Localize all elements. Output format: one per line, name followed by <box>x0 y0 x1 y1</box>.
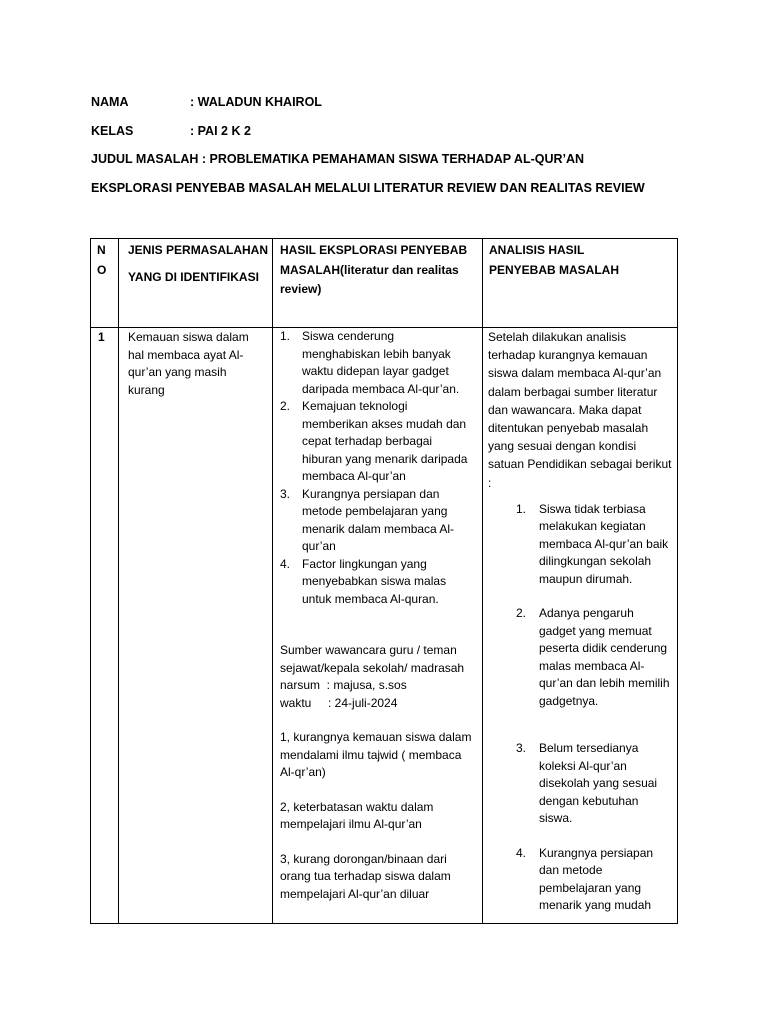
analisis-list <box>488 501 673 915</box>
hasil-eksplorasi <box>280 328 473 903</box>
nama-value: : WALADUN KHAIROL <box>190 95 322 109</box>
column-divider <box>482 239 483 923</box>
list-item: 4. Factor lingkungan yang menyebabkan siswa malas untuk membaca Al-quran. <box>280 556 447 606</box>
waktu: waktu : 24-juli-2024 <box>280 695 398 710</box>
list-item: 2. Kemajuan teknologi memberikan akses mudah dan cepat terhadap berbagai hiburan yang menarik daripada membaca Al-qur’an <box>280 399 468 483</box>
eksplorasi-title: EKSPLORASI PENYEBAB MASALAH MELALUI LITERATUR REVIEW DAN REALITAS REVIEW <box>91 181 645 195</box>
poin-1: 1, kurangnya kemauan siswa dalam mendalami ilmu tajwid ( membaca Al-qr’an) <box>280 730 472 779</box>
list-item: 3. Kurangnya persiapan dan metode pembelajaran yang menarik dalam membaca Al-qur’an <box>280 486 455 553</box>
header-analisis: ANALISIS HASIL PENYEBAB MASALAH <box>489 243 620 277</box>
list-item: 1. Siswa tidak terbiasa melakukan kegiatan membaca Al-qur’an baik dilingkungan sekolah maupun dirumah. <box>516 501 669 586</box>
narsum: narsum : majusa, s.sos <box>280 678 407 692</box>
list-item: 1. Siswa cenderung menghabiskan lebih banyak waktu didepan layar gadget daripada membaca Al-qur’an. <box>280 329 460 396</box>
kelas-label: KELAS <box>91 124 134 138</box>
header-no <box>97 241 115 280</box>
kelas-line <box>91 123 251 139</box>
column-divider <box>118 239 119 923</box>
analysis-table <box>90 238 678 924</box>
header-jenis-line-1: JENIS PERMASALAHAN <box>128 243 269 257</box>
judul-masalah: JUDUL MASALAH : PROBLEMATIKA PEMAHAMAN SISWA TERHADAP AL-QUR’AN <box>91 152 585 166</box>
sumber-wawancara: Sumber wawancara guru / teman sejawat/kepala sekolah/ madrasah <box>280 643 465 675</box>
header-jenis-line-2: YANG DI IDENTIFIKASI <box>128 269 259 284</box>
header-jenis <box>128 241 270 287</box>
row-number: 1 <box>98 330 105 344</box>
analisis-intro: Setelah dilakukan analisis terhadap kurangnya kemauan siswa dalam membaca Al-qur’an dalam berbagai sumber literatur dan wawancara. Maka dapat ditentukan penyebab masalah yang sesuai dengan kondisi satuan Pendidikan sebagai berikut : <box>488 330 672 490</box>
list-item: 3. Belum tersedianya koleksi Al-qur’an disekolah yang sesuai dengan kebutuhan siswa. <box>516 741 658 826</box>
header-hasil: HASIL EKSPLORASI PENYEBAB MASALAH(literatur dan realitas review) <box>280 243 468 296</box>
poin-2: 2, keterbatasan waktu dalam mempelajari ilmu Al-qur’an <box>280 799 434 831</box>
kelas-value: : PAI 2 K 2 <box>190 124 251 138</box>
poin-3: 3, kurang dorongan/binaan dari orang tua terhadap siswa dalam mempelajari Al-qur’an diluar <box>280 851 451 901</box>
hasil-list <box>280 328 473 608</box>
header-no-line-1: N <box>97 243 106 257</box>
list-item: 4. Kurangnya persiapan dan metode pembelajaran yang menarik yang mudah <box>516 845 654 913</box>
nama-line <box>91 94 322 110</box>
jenis-permasalahan: Kemauan siswa dalam hal membaca ayat Al-qur’an yang masih kurang <box>128 330 249 397</box>
column-divider <box>272 239 273 923</box>
nama-label: NAMA <box>91 95 129 109</box>
header-no-line-2: O <box>97 262 107 277</box>
analisis-hasil <box>488 328 673 932</box>
list-item: 2. Adanya pengaruh gadget yang memuat peserta didik cenderung malas membaca Al-qur’an dan lebih memilih gadgetnya. <box>516 606 670 708</box>
